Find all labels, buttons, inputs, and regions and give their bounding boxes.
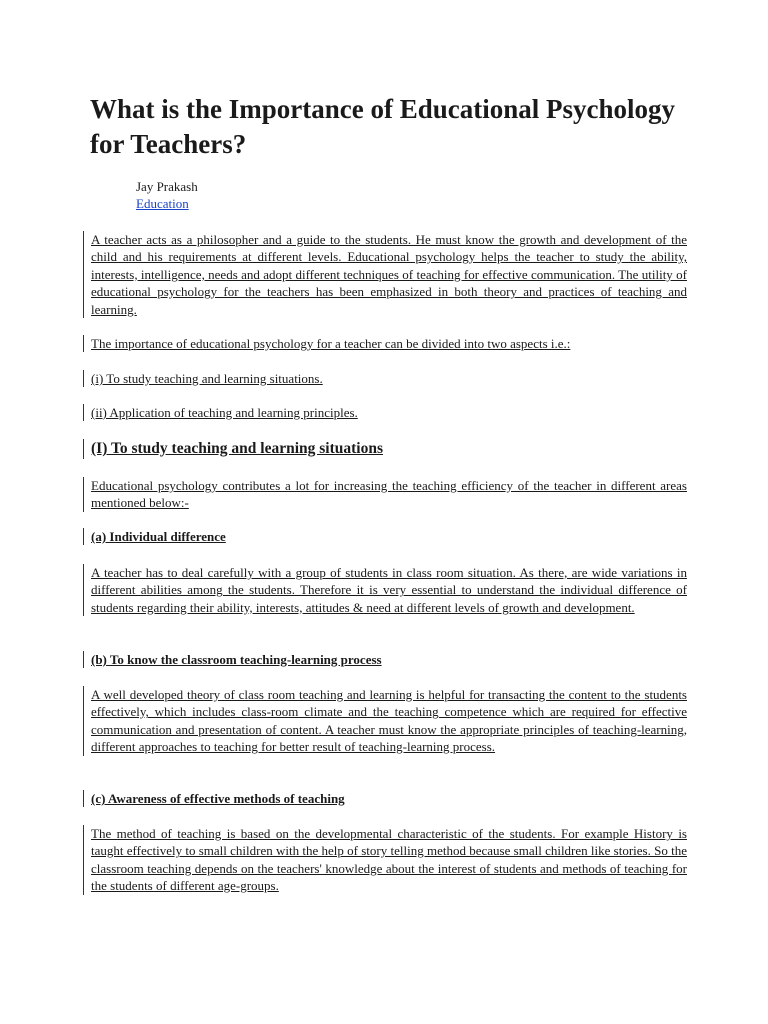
page-title: What is the Importance of Educational Psychology for Teachers?: [90, 94, 676, 159]
intro-paragraph: A teacher acts as a philosopher and a guide to the students. He must know the growth and development of the child and his requirements at different levels. Educational psychology helps the teacher to study the ability, interests, intelligence, needs and adopt different techniques of teaching for effective communication. The utility of educational psychology for the teachers has been emphasized in both theory and practices of teaching and learning.: [83, 231, 687, 318]
aspects-intro-paragraph: The importance of educational psychology for a teacher can be divided into two aspects i.e.:: [83, 335, 570, 352]
subheading-classroom-process: (b) To know the classroom teaching-learning process: [83, 651, 382, 668]
aspect-item-2: (ii) Application of teaching and learning principles.: [83, 404, 358, 421]
subheading-effective-methods: (c) Awareness of effective methods of teaching: [83, 790, 345, 807]
section-1-intro-paragraph: Educational psychology contributes a lot for increasing the teaching efficiency of the teacher in different areas mentioned below:-: [83, 477, 687, 512]
aspect-item-1: (i) To study teaching and learning situations.: [83, 370, 323, 387]
effective-methods-paragraph: The method of teaching is based on the developmental characteristic of the students. For example History is taught effectively to small children with the help of story telling method because small children like stories. So the classroom teaching depends on the teachers' knowledge about the interest of students and methods of teaching for the students of different age-groups.: [83, 825, 687, 895]
category-link[interactable]: Education: [136, 196, 189, 211]
author-name: Jay Prakash: [136, 179, 198, 194]
individual-difference-paragraph: A teacher has to deal carefully with a group of students in class room situation. As there, are wide variations in different abilities among the students. Therefore it is very essential to understand the individual difference of students regarding their ability, interests, attitudes & need at different levels of growth and development.: [83, 564, 687, 616]
subheading-individual-difference: (a) Individual difference: [83, 528, 226, 545]
classroom-process-paragraph: A well developed theory of class room teaching and learning is helpful for transacting the content to the students effectively, which includes class-room climate and the teaching competence which are required for effective communication and presentation of content. A teacher must know the appropriate principles of teaching-learning, different approaches to teaching for better result of teaching-learning process.: [83, 686, 687, 756]
section-heading-1: (I) To study teaching and learning situations: [83, 439, 383, 459]
